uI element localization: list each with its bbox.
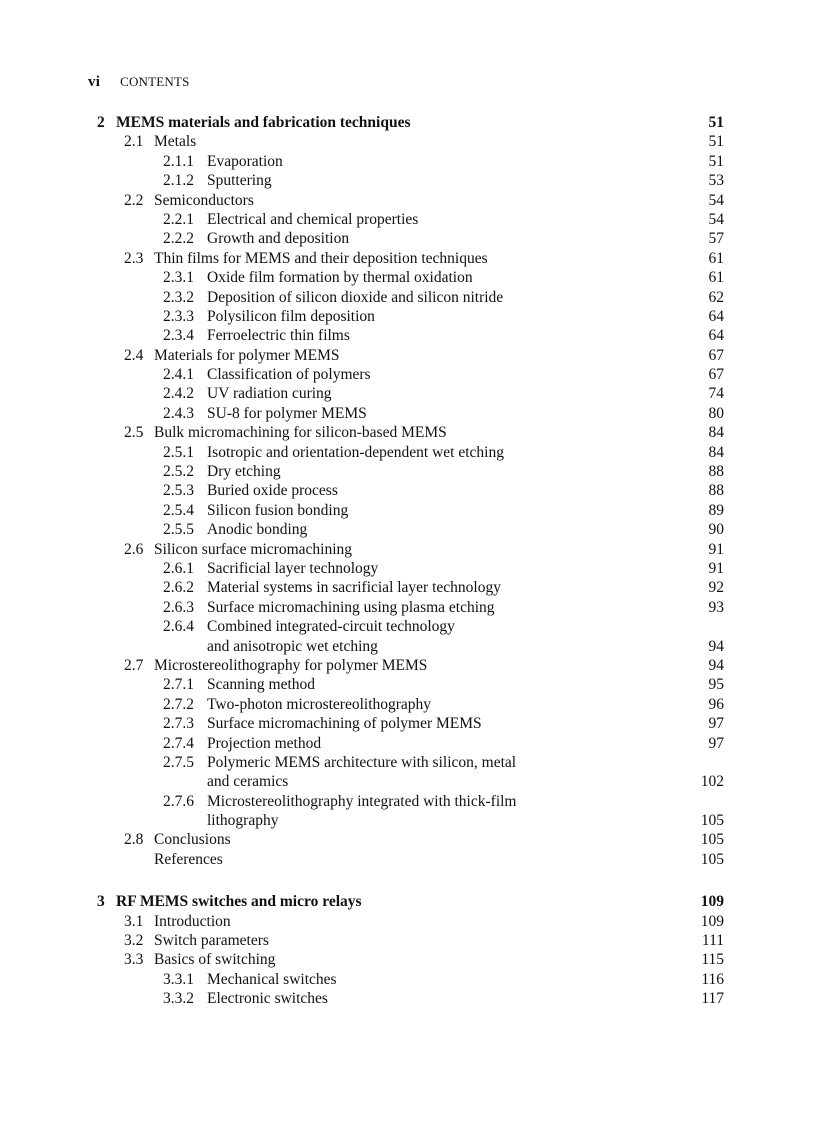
entry-title: Switch parameters xyxy=(154,932,269,950)
entry-number: 2.6.4 xyxy=(163,618,194,636)
entry-number: 2.5.4 xyxy=(163,501,194,519)
chapter-title: RF MEMS switches and micro relays xyxy=(116,893,362,911)
entry-title: Sacrificial layer technology xyxy=(207,559,379,577)
entry-number: 2.4.2 xyxy=(163,385,194,403)
toc-entry[interactable] xyxy=(0,714,816,733)
toc-entry-references[interactable] xyxy=(0,850,816,869)
entry-number: 2.4.1 xyxy=(163,366,194,384)
entry-number: 2.4.3 xyxy=(163,404,194,422)
entry-page: 88 xyxy=(708,463,724,481)
entry-page: 64 xyxy=(708,327,724,345)
entry-number: 2.7.6 xyxy=(163,792,194,810)
chapter-heading[interactable] xyxy=(0,113,816,132)
entry-page: 88 xyxy=(708,482,724,500)
entry-title: Oxide film formation by thermal oxidation xyxy=(207,269,473,287)
chapter-title: MEMS materials and fabrication techniques xyxy=(116,114,411,131)
toc-entry[interactable] xyxy=(0,501,816,520)
toc-entry[interactable] xyxy=(0,598,816,617)
toc-entry-continuation[interactable] xyxy=(0,811,816,830)
entry-page: 62 xyxy=(708,288,724,306)
entry-page: 53 xyxy=(708,172,724,190)
entry-number: 2.5 xyxy=(124,424,144,442)
entry-number: 3.2 xyxy=(124,932,144,950)
entry-number: 2.2.1 xyxy=(163,210,194,228)
entry-title: Microstereolithography integrated with thick-film xyxy=(207,792,517,810)
entry-title: Mechanical switches xyxy=(207,970,337,988)
entry-number: 2.2.2 xyxy=(163,230,194,248)
entry-title: UV radiation curing xyxy=(207,385,332,403)
toc-entry[interactable] xyxy=(0,249,816,268)
toc-entry[interactable] xyxy=(0,191,816,210)
entry-number: 2.7.5 xyxy=(163,753,194,771)
entry-page: 91 xyxy=(708,559,724,577)
entry-number: 2.4 xyxy=(124,346,144,364)
entry-number: 2.5.3 xyxy=(163,482,194,500)
toc-entry[interactable] xyxy=(0,792,816,811)
toc-entry[interactable] xyxy=(0,559,816,578)
entry-page: 105 xyxy=(700,831,724,849)
entry-page: 54 xyxy=(708,210,724,228)
running-head xyxy=(88,74,190,91)
entry-title: Isotropic and orientation-dependent wet etching xyxy=(207,443,504,461)
entry-title: Basics of switching xyxy=(154,951,276,969)
entry-page: 94 xyxy=(708,656,724,674)
toc-entry[interactable] xyxy=(0,462,816,481)
entry-number: 2.5.2 xyxy=(163,463,194,481)
toc-entry[interactable] xyxy=(0,346,816,365)
entry-number: 3.1 xyxy=(124,912,144,930)
entry-title: Polysilicon film deposition xyxy=(207,307,375,325)
entry-page: 102 xyxy=(700,773,724,791)
toc-entry-continuation[interactable] xyxy=(0,772,816,791)
toc-entry[interactable] xyxy=(0,656,816,675)
entry-page: 80 xyxy=(708,404,724,422)
entry-number: 3.3 xyxy=(124,951,144,969)
entry-title: Microstereolithography for polymer MEMS xyxy=(154,656,428,674)
entry-title: and anisotropic wet etching xyxy=(207,637,378,655)
entry-number: 2.6.1 xyxy=(163,559,194,577)
entry-page: 92 xyxy=(708,579,724,597)
entry-page: 61 xyxy=(708,269,724,287)
page-number: vi xyxy=(88,74,101,90)
entry-page: 57 xyxy=(708,230,724,248)
entry-page: 84 xyxy=(708,424,724,442)
toc-entry[interactable] xyxy=(0,695,816,714)
entry-number: 2.7.3 xyxy=(163,715,194,733)
entry-page: 97 xyxy=(708,734,724,752)
entry-page: 90 xyxy=(708,521,724,539)
entry-title: Scanning method xyxy=(207,676,316,694)
entry-number: 2.5.5 xyxy=(163,521,194,539)
entry-page: 74 xyxy=(708,385,724,403)
entry-page: 111 xyxy=(701,932,724,950)
entry-page: 117 xyxy=(701,990,724,1008)
toc-entry[interactable] xyxy=(0,404,816,423)
entry-title: Polymeric MEMS architecture with silicon, metal xyxy=(207,753,517,771)
entry-title: Bulk micromachining for silicon-based MEMS xyxy=(154,424,447,442)
entry-title: Projection method xyxy=(207,734,322,752)
entry-page: 94 xyxy=(708,637,724,655)
chapter-page: 51 xyxy=(708,114,724,131)
entry-page: 93 xyxy=(708,598,724,616)
entry-title: Dry etching xyxy=(207,463,281,481)
entry-page: 67 xyxy=(708,366,724,384)
entry-number: 2.1.2 xyxy=(163,172,194,190)
entry-number: 2.6.3 xyxy=(163,598,194,616)
toc-entry[interactable] xyxy=(0,578,816,597)
entry-number: 2.1.1 xyxy=(163,152,194,170)
entry-title: Metals xyxy=(154,133,197,151)
entry-page: 67 xyxy=(708,346,724,364)
entry-number: 2.3.1 xyxy=(163,269,194,287)
toc-entry[interactable] xyxy=(0,931,816,950)
entry-title: Sputtering xyxy=(207,172,272,190)
entry-number: 2.7.1 xyxy=(163,676,194,694)
toc-entry[interactable] xyxy=(0,734,816,753)
entry-number: 2.5.1 xyxy=(163,443,194,461)
entry-title: Semiconductors xyxy=(154,191,254,209)
entry-number: 3.3.1 xyxy=(163,970,194,988)
entry-page: 64 xyxy=(708,307,724,325)
toc-entry[interactable] xyxy=(0,326,816,345)
entry-page: 105 xyxy=(700,812,724,830)
toc-entry[interactable] xyxy=(0,675,816,694)
entry-number: 2.7 xyxy=(124,656,144,674)
entry-title: and ceramics xyxy=(207,773,289,791)
entry-page: 109 xyxy=(700,912,724,930)
entry-title: Electrical and chemical properties xyxy=(207,210,419,228)
entry-number: 2.3 xyxy=(124,249,144,267)
entry-page: 96 xyxy=(708,695,724,713)
entry-title: Materials for polymer MEMS xyxy=(154,346,340,364)
toc-entry[interactable] xyxy=(0,288,816,307)
toc-entry[interactable] xyxy=(0,132,816,151)
toc-entry[interactable] xyxy=(0,970,816,989)
entry-title: Surface micromachining using plasma etching xyxy=(207,598,495,616)
entry-title: Buried oxide process xyxy=(207,482,338,500)
entry-page: 116 xyxy=(701,970,724,988)
chapter-number: 3 xyxy=(97,893,105,911)
entry-title: Two-photon microstereolithography xyxy=(207,695,432,713)
chapter-gap xyxy=(0,869,816,892)
toc-entry[interactable] xyxy=(0,423,816,442)
entry-number: 2.7.2 xyxy=(163,695,194,713)
entry-title: Electronic switches xyxy=(207,990,328,1008)
entry-page: 97 xyxy=(708,715,724,733)
entry-page: 105 xyxy=(700,850,724,868)
toc-entry[interactable] xyxy=(0,171,816,190)
toc-entry[interactable] xyxy=(0,443,816,462)
toc-entry[interactable] xyxy=(0,210,816,229)
toc-entry[interactable] xyxy=(0,229,816,248)
toc-entry[interactable] xyxy=(0,830,816,849)
entry-number: 2.1 xyxy=(124,133,144,151)
entry-page: 91 xyxy=(708,540,724,558)
entry-number: 2.3.2 xyxy=(163,288,194,306)
entry-number: 2.3.4 xyxy=(163,327,194,345)
entry-title: Ferroelectric thin films xyxy=(207,327,350,345)
toc-entry[interactable] xyxy=(0,950,816,969)
entry-title: Anodic bonding xyxy=(207,521,308,539)
entry-page: 89 xyxy=(708,501,724,519)
entry-title: Growth and deposition xyxy=(207,230,350,248)
entry-page: 61 xyxy=(708,249,724,267)
entry-number: 2.6 xyxy=(124,540,144,558)
entry-page: 51 xyxy=(708,133,724,151)
entry-number: 3.3.2 xyxy=(163,990,194,1008)
entry-title: Evaporation xyxy=(207,152,283,170)
entry-title: Surface micromachining of polymer MEMS xyxy=(207,715,482,733)
entry-page: 54 xyxy=(708,191,724,209)
entry-page: 51 xyxy=(708,152,724,170)
entry-title: Deposition of silicon dioxide and silicon nitride xyxy=(207,288,504,306)
toc-entry-continuation[interactable] xyxy=(0,637,816,656)
toc-entry[interactable] xyxy=(0,384,816,403)
entry-number: 2.7.4 xyxy=(163,734,194,752)
toc-entry[interactable] xyxy=(0,912,816,931)
toc-entry[interactable] xyxy=(0,540,816,559)
toc-entry[interactable] xyxy=(0,152,816,171)
entry-number: 2.8 xyxy=(124,831,144,849)
entry-title: Thin films for MEMS and their deposition techniques xyxy=(154,249,488,267)
entry-page: 115 xyxy=(701,951,724,969)
chapter-number: 2 xyxy=(97,114,105,131)
entry-page: 95 xyxy=(708,676,724,694)
entry-title: Introduction xyxy=(154,912,231,930)
running-head-title: CONTENTS xyxy=(120,74,190,89)
entry-title: SU-8 for polymer MEMS xyxy=(207,404,367,422)
table-of-contents xyxy=(0,113,816,1009)
toc-entry[interactable] xyxy=(0,481,816,500)
entry-title: References xyxy=(154,850,223,868)
toc-entry[interactable] xyxy=(0,617,816,636)
entry-number: 2.6.2 xyxy=(163,579,194,597)
toc-entry[interactable] xyxy=(0,307,816,326)
toc-entry[interactable] xyxy=(0,520,816,539)
entry-title: Silicon surface micromachining xyxy=(154,540,352,558)
chapter-page: 109 xyxy=(700,893,724,911)
toc-entry[interactable] xyxy=(0,268,816,287)
entry-title: Combined integrated-circuit technology xyxy=(207,618,455,636)
entry-number: 2.3.3 xyxy=(163,307,194,325)
toc-entry[interactable] xyxy=(0,989,816,1008)
entry-title: Silicon fusion bonding xyxy=(207,501,349,519)
chapter-heading[interactable] xyxy=(0,892,816,911)
entry-title: lithography xyxy=(207,812,279,830)
entry-title: Conclusions xyxy=(154,831,231,849)
entry-number: 2.2 xyxy=(124,191,144,209)
toc-entry[interactable] xyxy=(0,365,816,384)
entry-title: Classification of polymers xyxy=(207,366,371,384)
entry-title: Material systems in sacrificial layer technology xyxy=(207,579,501,597)
toc-entry[interactable] xyxy=(0,753,816,772)
entry-page: 84 xyxy=(708,443,724,461)
